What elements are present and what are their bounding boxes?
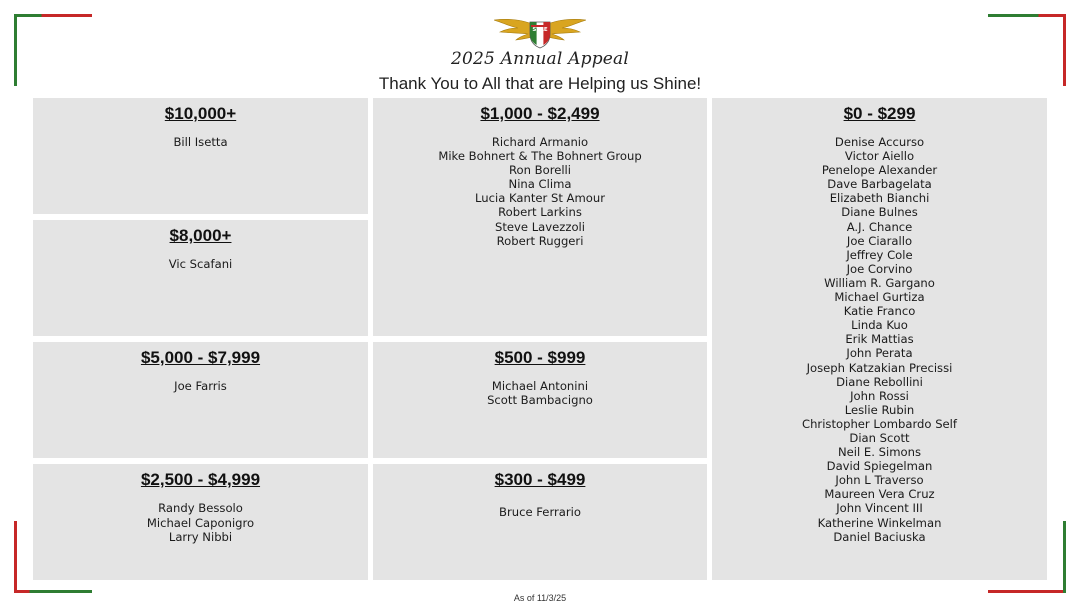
donor-name: Mike Bohnert & The Bohnert Group (438, 149, 642, 164)
donor-name: Dave Barbagelata (827, 177, 932, 192)
donor-list (33, 501, 368, 545)
donor-name: Lucia Kanter St Amour (475, 191, 605, 206)
appeal-title: 2025 Annual Appeal (450, 49, 630, 69)
donor-name: Scott Bambacigno (487, 393, 593, 408)
donor-name: John Vincent III (836, 501, 923, 516)
donor-name: Joe Corvino (846, 261, 913, 276)
donor-name: Joe Ciarallo (846, 233, 913, 248)
donor-name: Michael Gurtiza (834, 290, 925, 305)
tier-heading: $2,500 - $4,999 (140, 470, 261, 489)
donor-name: Ron Borelli (508, 163, 572, 178)
donor-name: Katherine Winkelman (817, 515, 942, 530)
donor-name: Robert Larkins (498, 205, 582, 220)
donor-name: Katie Franco (843, 304, 916, 319)
donor-name: Richard Armanio (491, 135, 589, 149)
donor-name: Diane Bulnes (841, 205, 918, 220)
donor-name: Randy Bessolo (158, 501, 243, 515)
donor-name: Elizabeth Bianchi (829, 191, 930, 206)
tier-heading: $500 - $999 (494, 348, 586, 367)
tier-0-panel (712, 98, 1047, 580)
tier-heading: $0 - $299 (843, 104, 916, 123)
tier-300-panel (373, 464, 707, 580)
tier-heading: $8,000+ (169, 226, 232, 245)
tier-500-panel (373, 342, 707, 458)
donor-name: Joe Farris (174, 379, 227, 393)
donor-name: Christopher Lombardo Self (801, 416, 957, 431)
donor-list (373, 379, 707, 407)
donor-name: A.J. Chance (846, 219, 913, 234)
tier-8000-panel (33, 220, 368, 336)
tier-2500-panel (33, 464, 368, 580)
donor-name: Larry Nibbi (168, 530, 233, 544)
donor-name: Victor Aiello (844, 149, 915, 164)
donor-name: David Spiegelman (826, 459, 933, 474)
tier-5000-panel (33, 342, 368, 458)
donor-list (373, 135, 707, 248)
thank-you-subtitle: Thank You to All that are Helping us Shine! (378, 74, 702, 93)
donor-name: Bruce Ferrario (499, 505, 581, 519)
donor-list (33, 135, 368, 149)
donor-name: Robert Ruggeri (496, 233, 584, 248)
donor-name: Dian Scott (849, 430, 910, 445)
donor-name: Vic Scafani (168, 257, 233, 271)
donor-name: Neil E. Simons (838, 445, 921, 460)
donor-name: Maureen Vera Cruz (824, 487, 935, 502)
tier-heading: $1,000 - $2,499 (480, 104, 600, 123)
tier-heading: $300 - $499 (494, 470, 586, 489)
donor-name: Bill Isetta (173, 135, 228, 149)
donor-name: Linda Kuo (851, 318, 908, 333)
logo-lettering: STAE (532, 27, 548, 33)
tier-heading: $10,000+ (164, 104, 237, 123)
tier-1000-panel (373, 98, 707, 336)
tier-heading: $5,000 - $7,999 (140, 348, 261, 367)
donor-name: Joseph Katzakian Precissi (806, 360, 953, 375)
donor-list (33, 257, 368, 271)
as-of-date-note: As of 11/3/25 (513, 593, 567, 603)
donor-list (373, 505, 707, 519)
winged-shield-logo (494, 14, 586, 50)
donor-list (712, 135, 1047, 544)
donor-name: Steve Lavezzoli (495, 219, 585, 234)
donor-name: John Perata (846, 346, 913, 361)
donor-name: Jeffrey Cole (846, 247, 913, 262)
donor-list (33, 379, 368, 393)
donor-name: Michael Antonini (491, 379, 589, 393)
donor-name: Michael Caponigro (146, 515, 255, 530)
donor-name: William R. Gargano (824, 275, 935, 290)
donor-name: Nina Clima (508, 177, 572, 192)
donor-name: John L Traverso (835, 473, 924, 488)
donor-name: Daniel Baciuska (833, 529, 926, 544)
donor-name: John Rossi (850, 388, 909, 403)
donor-name: Leslie Rubin (844, 402, 915, 417)
donor-name: Penelope Alexander (821, 163, 938, 178)
tier-10000-panel (33, 98, 368, 214)
donor-name: Diane Rebollini (836, 374, 923, 389)
donor-name: Erik Mattias (845, 332, 914, 347)
donor-name: Denise Accurso (834, 135, 925, 149)
